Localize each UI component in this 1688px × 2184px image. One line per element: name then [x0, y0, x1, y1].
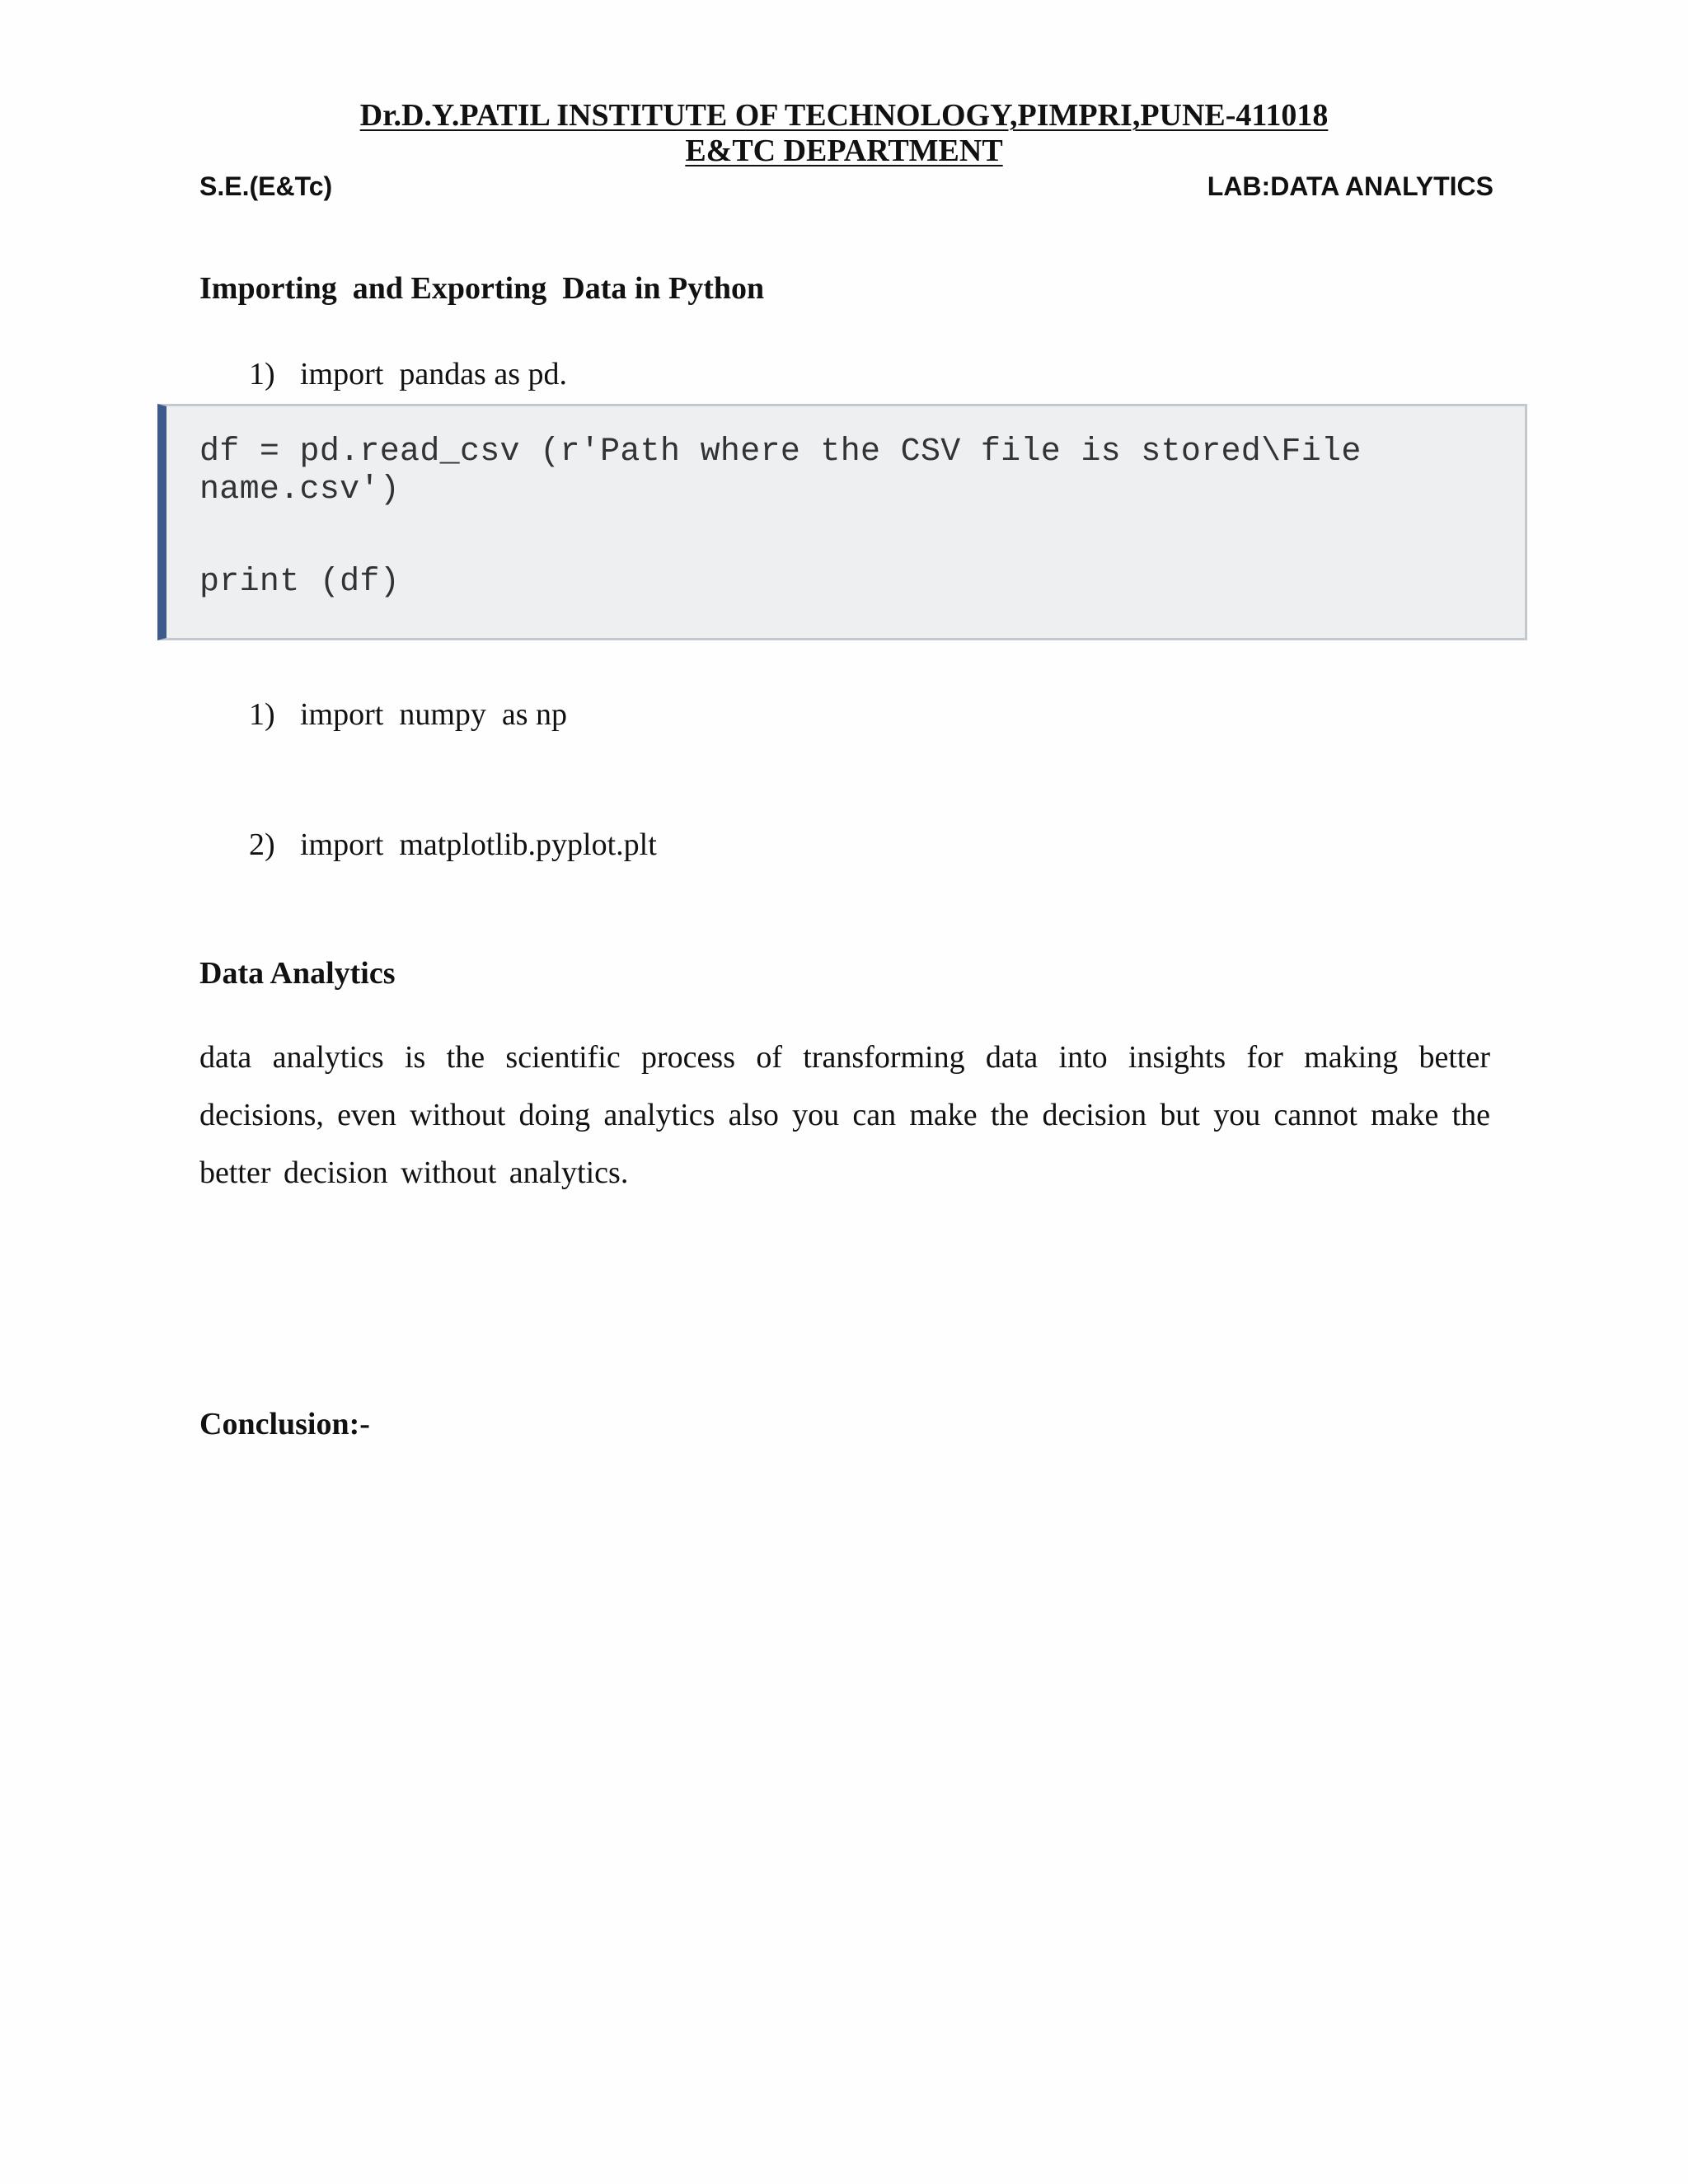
code-line-filename: name.csv')	[199, 471, 401, 509]
lab-label: LAB:DATA ANALYTICS	[1207, 171, 1493, 201]
list-item-number: 1)	[249, 697, 275, 732]
list-item-number: 1)	[249, 357, 275, 391]
data-analytics-heading: Data Analytics	[199, 956, 396, 991]
list-item-text: import matplotlib.pyplot.plt	[300, 827, 657, 862]
list-item-text: import pandas as pd.	[300, 357, 568, 391]
list-item-pandas	[249, 355, 567, 393]
list-item-number: 2)	[249, 827, 275, 862]
list-item-text: import numpy as np	[300, 697, 568, 732]
import-export-heading: Importing and Exporting Data in Python	[199, 271, 765, 306]
department-title: E&TC DEPARTMENT	[685, 134, 1003, 168]
code-block	[157, 404, 1527, 640]
conclusion-heading: Conclusion:-	[199, 1407, 370, 1441]
list-item-numpy	[249, 696, 567, 733]
list-item-matplotlib	[249, 826, 657, 864]
code-line-print: print (df)	[199, 564, 401, 601]
institute-title: Dr.D.Y.PATIL INSTITUTE OF TECHNOLOGY,PIMPRI,PUNE-411018	[359, 98, 1329, 133]
code-line-read-csv: df = pd.read_csv (r'Path where the CSV file is stored\File	[199, 434, 1362, 471]
data-analytics-paragraph: data analytics is the scientific process of transforming data into insights for making better decisions, even without doing analytics also you can make the decision but you cannot make the better decision without analytics.	[199, 1040, 1490, 1190]
class-label: S.E.(E&Tc)	[199, 171, 333, 201]
